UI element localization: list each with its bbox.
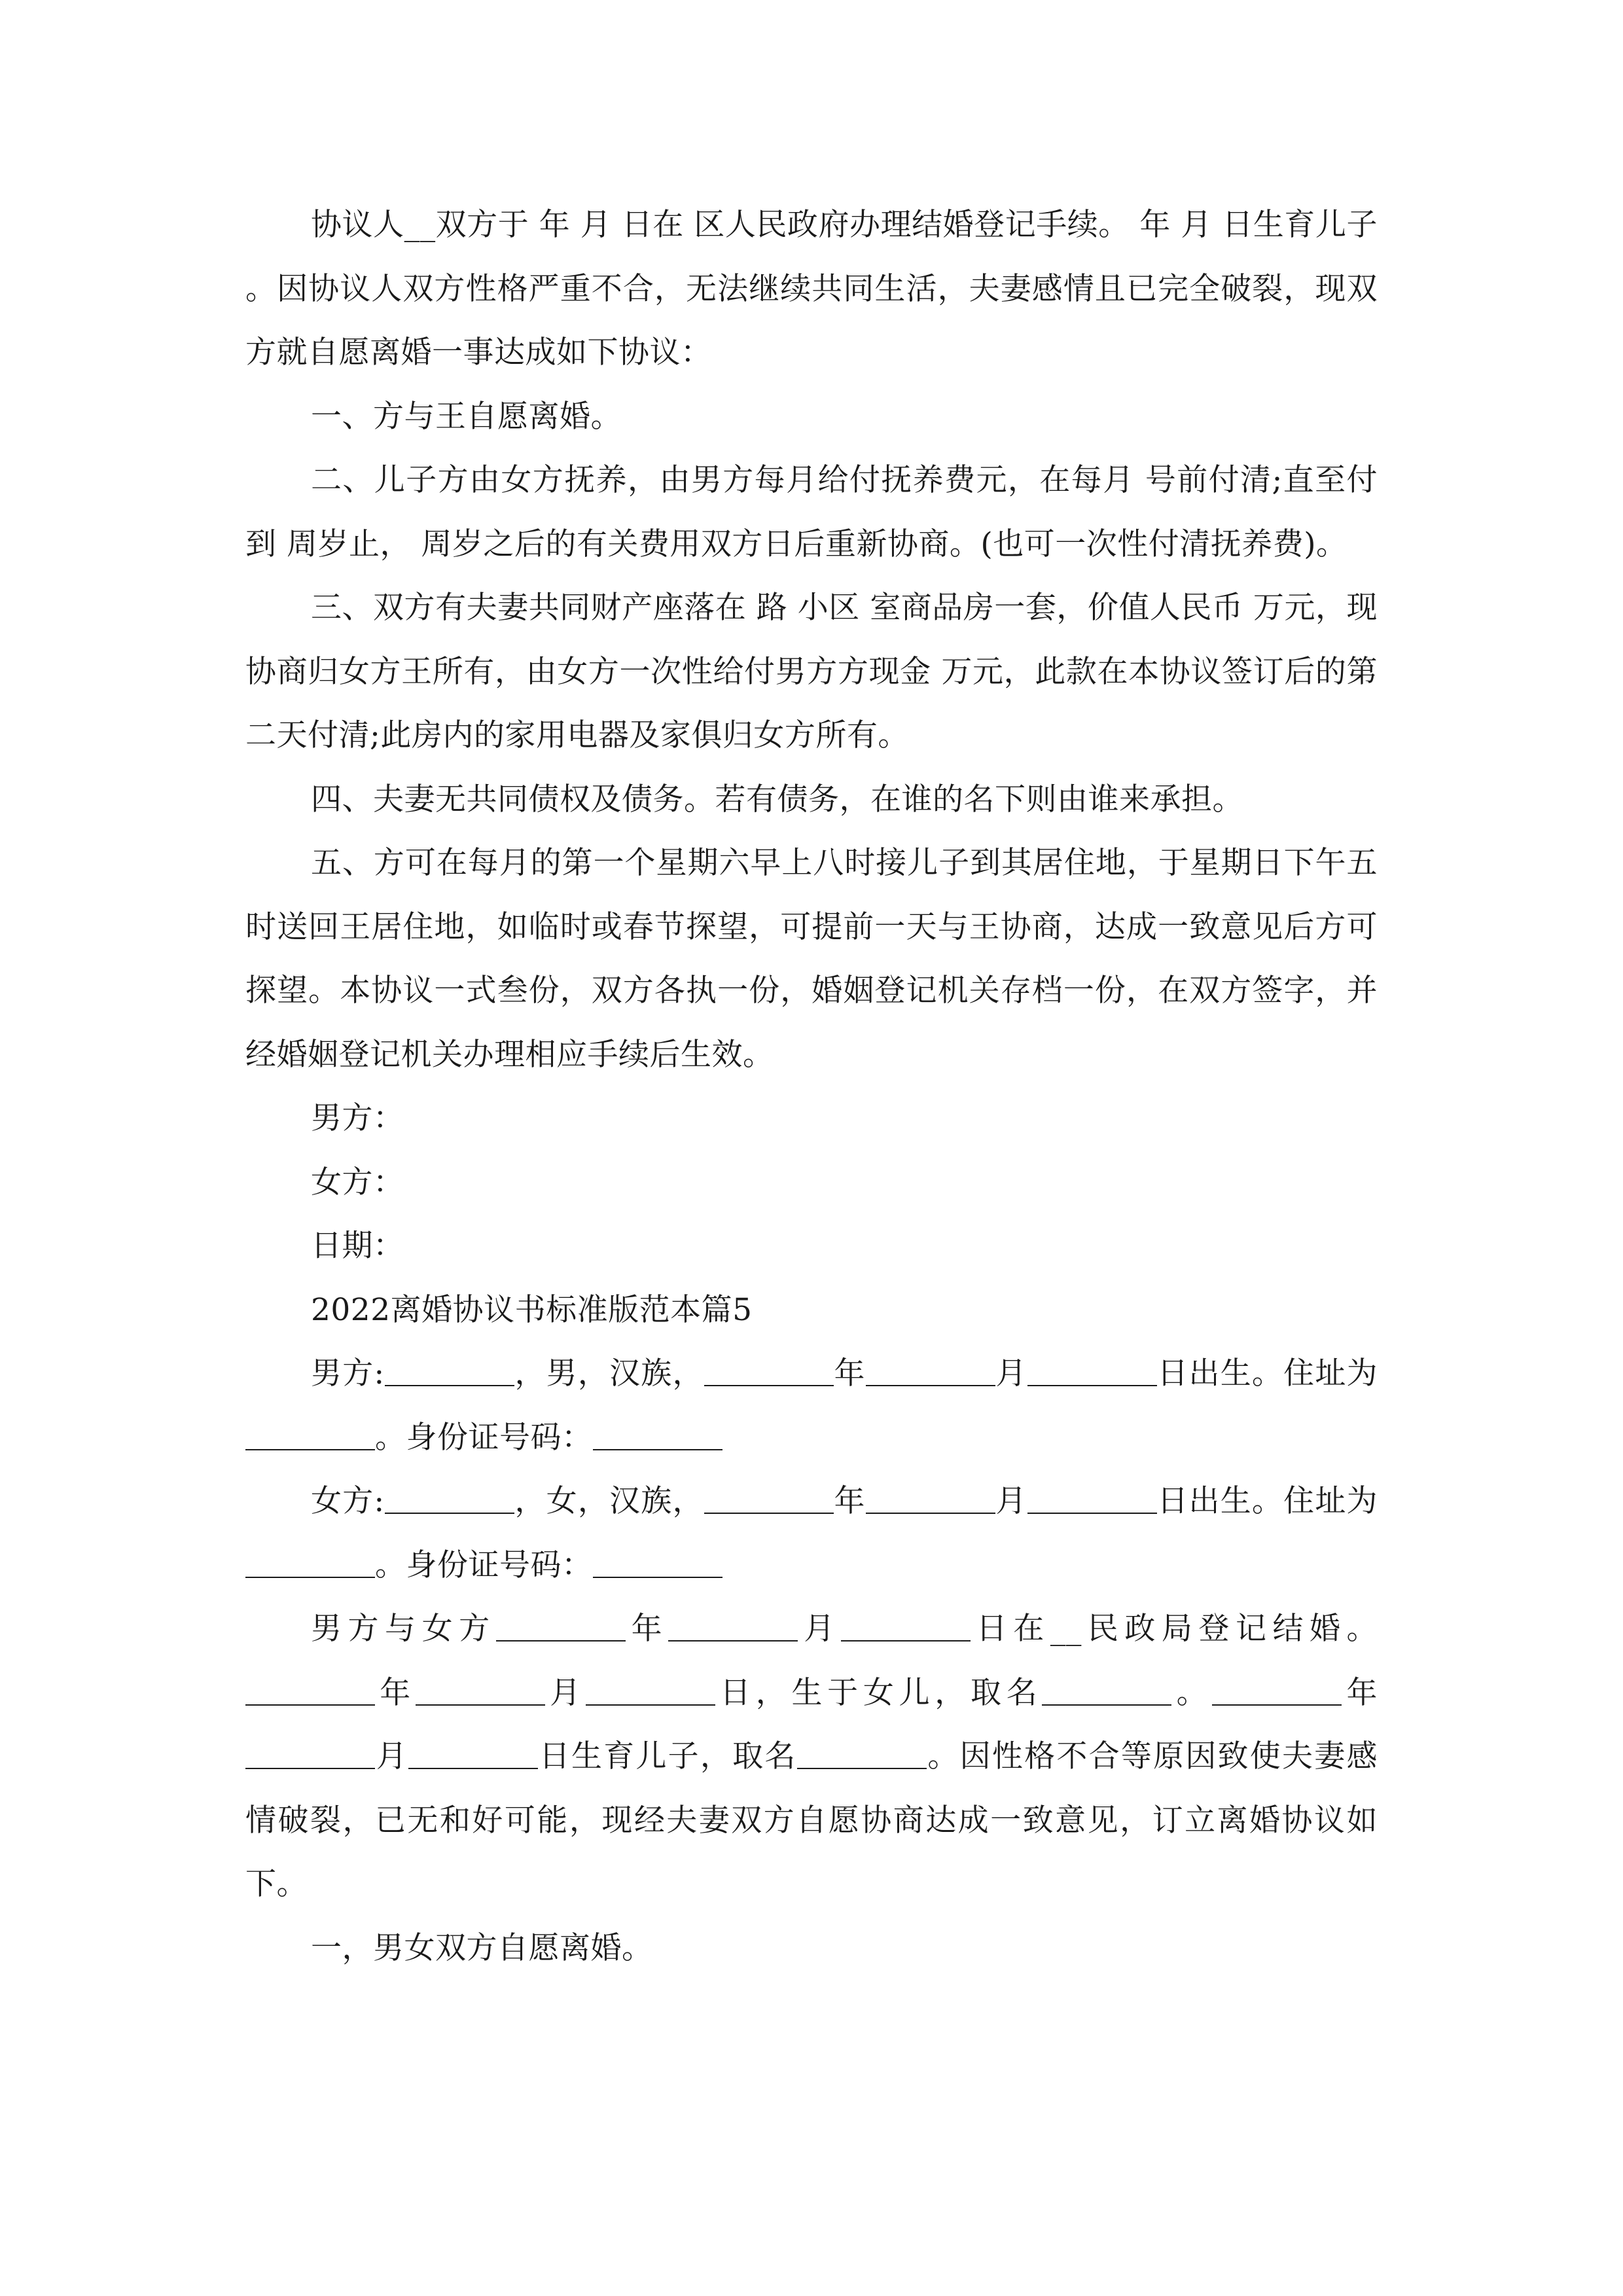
blank-field[interactable] [245,1551,375,1578]
form-marriage-info [245,1597,1378,1916]
text-day: 日 [715,1674,756,1711]
blank-field[interactable] [245,1423,375,1450]
text-year: 年 [625,1611,669,1647]
blank-field[interactable] [245,1742,375,1769]
text-month: 月 [375,1738,408,1774]
paragraph-intro: 协议人__双方于 年 月 日在 区人民政府办理结婚登记手续。 年 月 日生育儿子 。因协议人双方性格严重不合，无法继续共同生活，夫妻感情且已完全破裂，现双方就自愿离婚一事达成如下协议： [245,207,1378,370]
text-born-address: 日出生。住址为 [1156,1355,1378,1391]
text-month: 月 [544,1674,586,1711]
blank-field[interactable] [704,1359,834,1386]
paragraph-clause-1: 一、方与王自愿离婚。 [311,398,622,435]
blank-field[interactable] [841,1614,971,1641]
blank-field[interactable] [704,1486,834,1514]
paragraph-agreement-clause-1: 一，男女双方自愿离婚。 [311,1929,653,1966]
blank-field[interactable] [385,1359,514,1386]
signature-woman: 女方： [311,1164,404,1200]
blank-field[interactable] [1027,1359,1157,1386]
text-id-number: 。身份证号码： [375,1419,593,1456]
blank-field[interactable] [496,1614,626,1641]
form-woman-info [245,1469,1378,1597]
form-man-info [245,1342,1378,1469]
blank-field[interactable] [416,1678,545,1706]
paragraph-clause-3: 三、双方有夫妻共同财产座落在 路 小区 室商品房一套，价值人民币 万元，现协商归女方王所有，由女方一次性给付男方方现金 万元，此款在本协议签订后的第二天付清;此房内的家用电器及家俱归女方所有。 [245,590,1378,753]
text-year: 年 [833,1355,866,1391]
signature-man: 男方： [311,1100,404,1136]
blank-field[interactable] [1027,1486,1157,1514]
blank-field[interactable] [385,1486,514,1514]
text-reason: 。因性格不合等原因致使夫妻感情破裂，已无和好可能，现经夫妻双方自愿协商达成一致意见，订立离婚协议如下。 [245,1738,1378,1902]
blank-field[interactable] [866,1359,995,1386]
paragraph-clause-5: 五、方可在每月的第一个星期六早上八时接儿子到其居住地，于星期日下午五时送回王居住地，如临时或春节探望，可提前一天与王协商，达成一致意见后方可探望。本协议一式叁份，双方各执一份，婚姻登记机关存档一份，在双方签字，并经婚姻登记机关办理相应手续后生效。 [245,845,1378,1073]
text-marriage-intro: 男方与女方 [311,1611,496,1647]
text-year: 年 [833,1483,866,1519]
text-id-number: 。身份证号码： [375,1547,593,1583]
text-year: 年 [375,1674,416,1711]
text-period: 。 [1171,1674,1213,1711]
blank-field[interactable] [408,1742,538,1769]
blank-field[interactable] [668,1614,798,1641]
text-month: 月 [995,1355,1027,1391]
blank-field[interactable] [593,1423,722,1450]
blank-field[interactable] [797,1742,927,1769]
text-daughter: ，生于女儿，取名 [755,1674,1043,1711]
text-month: 月 [798,1611,841,1647]
document-body [245,193,1378,1980]
blank-field[interactable] [1042,1678,1171,1706]
paragraph-clause-2: 二、儿子方由女方抚养，由男方每月给付抚养费元，在每月 号前付清;直至付到 周岁止， 周岁之后的有关费用双方日后重新协商。(也可一次性付清抚养费)。 [245,462,1378,562]
label-woman: 女方: [311,1483,385,1519]
text-born-address: 日出生。住址为 [1156,1483,1378,1519]
blank-field[interactable] [586,1678,715,1706]
blank-field[interactable] [245,1678,375,1706]
signature-date: 日期： [311,1228,404,1264]
label-man: 男方: [311,1355,385,1391]
text-month: 月 [995,1483,1027,1519]
text-year: 年 [1342,1674,1378,1711]
blank-field[interactable] [593,1551,722,1578]
text-son: 日生育儿子，取名 [537,1738,797,1774]
section-heading: 2022离婚协议书标准版范本篇5 [311,1291,753,1328]
paragraph-clause-4: 四、夫妻无共同债权及债务。若有债务，在谁的名下则由谁来承担。 [311,781,1243,817]
blank-field[interactable] [1212,1678,1342,1706]
text-woman-ethnicity: ，女，汉族， [514,1483,704,1519]
text-marriage-registration: 日在__民政局登记结婚。 [970,1611,1378,1647]
blank-field[interactable] [866,1486,995,1514]
text-man-ethnicity: ，男，汉族， [514,1355,704,1391]
